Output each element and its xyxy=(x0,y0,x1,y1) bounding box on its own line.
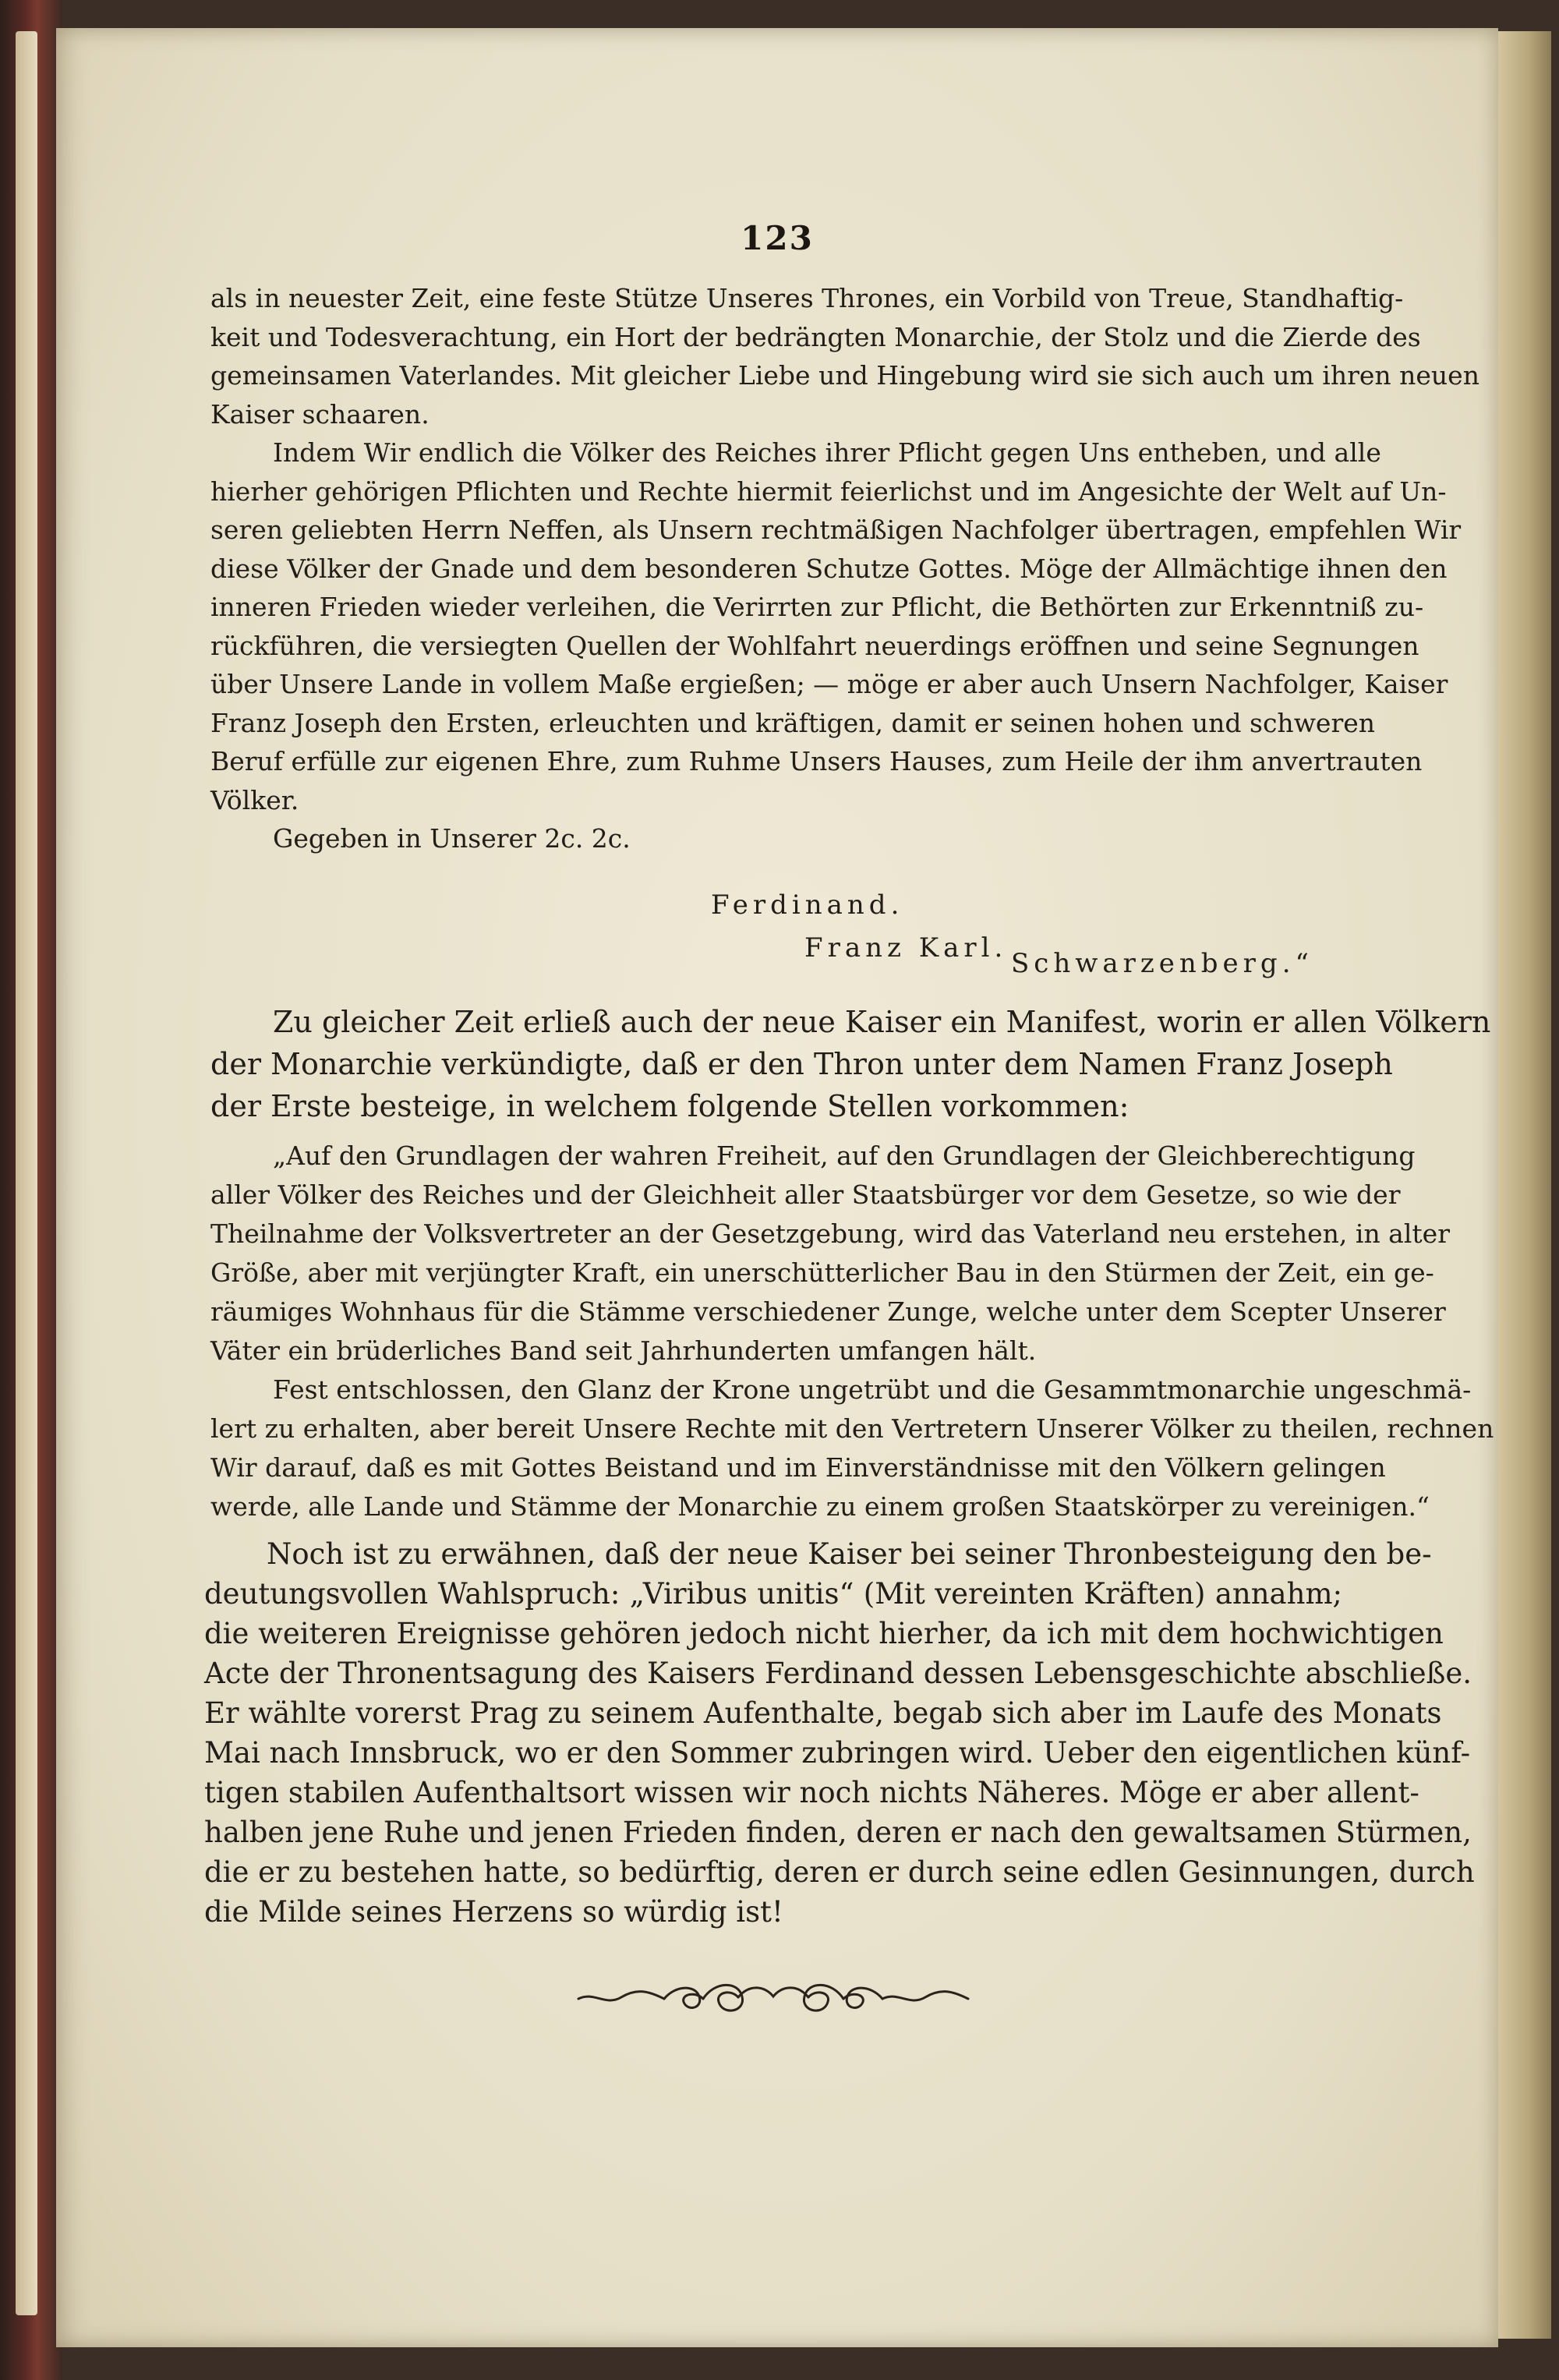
text-line: Fest entschlossen, den Glanz der Krone ungetrübt und die Gesammtmonarchie ungeschmä- xyxy=(273,1374,1472,1405)
text-line: Größe, aber mit verjüngter Kraft, ein unerschütterlicher Bau in den Stürmen der Zeit, ein ge- xyxy=(210,1257,1434,1288)
manifest-continued xyxy=(210,279,1479,858)
text-line: gemeinsamen Vaterlandes. Mit gleicher Liebe und Hingebung wird sie sich auch um ihren neuen xyxy=(210,360,1479,391)
text-line: Franz Joseph den Ersten, erleuchten und kräftigen, damit er seinen hohen und schweren xyxy=(210,707,1376,738)
text-line: Zu gleicher Zeit erließ auch der neue Kaiser ein Manifest, worin er allen Völkern xyxy=(273,1005,1491,1039)
decorative-ornament-icon xyxy=(571,1969,976,2024)
text-line: Wir darauf, daß es mit Gottes Beistand und im Einverständnisse mit den Völkern gelingen xyxy=(210,1452,1386,1483)
text-line: die er zu bestehen hatte, so bedürftig, deren er durch seine edlen Gesinnungen, durch xyxy=(204,1855,1475,1889)
signature-ferdinand: Ferdinand. xyxy=(711,889,904,921)
left-page-edge xyxy=(16,31,37,2315)
text-line: Noch ist zu erwähnen, daß der neue Kaiser bei seiner Thronbesteigung den be- xyxy=(267,1537,1432,1571)
text-line: halben jene Ruhe und jenen Frieden finden, deren er nach den gewaltsamen Stürmen, xyxy=(204,1816,1472,1849)
quote-block xyxy=(210,1137,1494,1526)
text-line: Theilnahme der Volksvertreter an der Gesetzgebung, wird das Vaterland neu erstehen, in alter xyxy=(210,1218,1450,1249)
narrative-paragraph-1 xyxy=(210,1001,1491,1127)
given-line: Gegeben in Unserer 2c. 2c. xyxy=(273,823,631,854)
text-line: über Unsere Lande in vollem Maße ergießen; — möge er aber auch Unsern Nachfolger, Kaiser xyxy=(210,669,1448,699)
text-line: „Auf den Grundlagen der wahren Freiheit, auf den Grundlagen der Gleichberechtigung xyxy=(273,1140,1416,1171)
text-line: der Monarchie verkündigte, daß er den Thron unter dem Namen Franz Joseph xyxy=(210,1047,1393,1081)
text-line: Acte der Thronentsagung des Kaisers Ferdinand dessen Lebensgeschichte abschließe. xyxy=(204,1657,1472,1690)
text-line: deutungsvollen Wahlspruch: „Viribus unitis“ (Mit vereinten Kräften) annahm; xyxy=(204,1577,1342,1611)
text-line: diese Völker der Gnade und dem besonderen Schutze Gottes. Möge der Allmächtige ihnen den xyxy=(210,553,1448,584)
text-line: Beruf erfülle zur eigenen Ehre, zum Ruhme Unsers Hauses, zum Heile der ihm anvertrauten xyxy=(210,746,1423,776)
signature-franz-karl: Franz Karl. xyxy=(804,932,1008,964)
text-line: Er wählte vorerst Prag zu seinem Aufenthalte, begab sich aber im Laufe des Monats xyxy=(204,1696,1442,1730)
text-line: tigen stabilen Aufenthaltsort wissen wir noch nichts Näheres. Möge er aber allent- xyxy=(204,1776,1419,1809)
book-page xyxy=(56,28,1498,2347)
text-line: Völker. xyxy=(210,784,299,815)
text-line: seren geliebten Herrn Neffen, als Unsern rechtmäßigen Nachfolger übertragen, empfehlen Wir xyxy=(210,515,1462,545)
page-stack-edge xyxy=(1493,31,1551,2339)
text-line: keit und Todesverachtung, ein Hort der bedrängten Monarchie, der Stolz und die Zierde des xyxy=(210,321,1421,352)
text-line: werde, alle Lande und Stämme der Monarchie zu einem großen Staatskörper zu vereinigen.“ xyxy=(210,1491,1430,1522)
text-line: hierher gehörigen Pflichten und Rechte hiermit feierlichst und im Angesichte der Welt auf Un- xyxy=(210,476,1447,507)
text-line: lert zu erhalten, aber bereit Unsere Rechte mit den Vertretern Unserer Völker zu theilen, rechnen xyxy=(210,1413,1494,1444)
text-line: Mai nach Innsbruck, wo er den Sommer zubringen wird. Ueber den eigentlichen künf- xyxy=(204,1736,1471,1770)
text-line: als in neuester Zeit, eine feste Stütze Unseres Thrones, ein Vorbild von Treue, Standhaftig- xyxy=(210,283,1404,313)
text-line: rückführen, die versiegten Quellen der Wohlfahrt neuerdings eröffnen und seine Segnungen xyxy=(210,630,1419,661)
text-line: Väter ein brüderliches Band seit Jahrhunderten umfangen hält. xyxy=(210,1335,1037,1366)
text-line: Kaiser schaaren. xyxy=(210,398,430,430)
text-line: die Milde seines Herzens so würdig ist! xyxy=(204,1895,783,1929)
text-line: die weiteren Ereignisse gehören jedoch nicht hierher, da ich mit dem hochwichtigen xyxy=(204,1617,1444,1650)
text-line: Indem Wir endlich die Völker des Reiches ihrer Pflicht gegen Uns entheben, und alle xyxy=(273,437,1381,468)
text-line: inneren Frieden wieder verleihen, die Verirrten zur Pflicht, die Bethörten zur Erkenntniß zu- xyxy=(210,592,1424,622)
text-line: der Erste besteige, in welchem folgende Stellen vorkommen: xyxy=(210,1089,1129,1123)
signature-schwarzenberg: Schwarzenberg.“ xyxy=(1011,948,1313,979)
text-line: räumiges Wohnhaus für die Stämme verschiedener Zunge, welche unter dem Scepter Unserer xyxy=(210,1296,1446,1327)
page-number: 123 xyxy=(741,219,814,257)
text-line: aller Völker des Reiches und der Gleichheit aller Staatsbürger vor dem Gesetze, so wie der xyxy=(210,1179,1401,1210)
narrative-paragraph-2 xyxy=(204,1534,1475,1932)
